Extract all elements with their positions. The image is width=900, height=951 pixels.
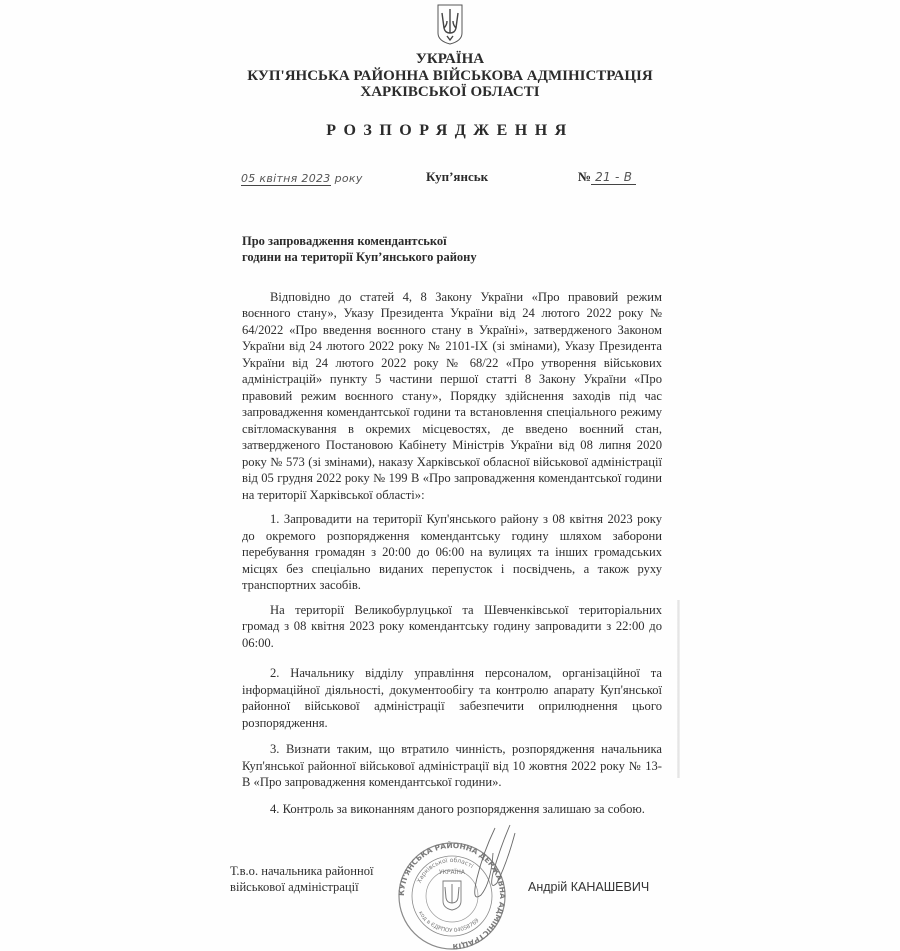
preamble-text: Відповідно до статей 4, 8 Закону України «Про правовий режим воєнного стану», Указу Президента України від 24 лютого 2022 року № 64/2022 «Про введення воєнного стану в Україні», затвердженого Законом України від 24 лютого 2022 року № 2101-IX (зі змінами), Указу Президента України від 24 лютого 2022 року № 68/22 «Про утворення військових адміністрацій» пункту 5 частини першої статті 8 Закону України «Про правовий режим воєнного стану», Порядку здійснення заходів під час запровадження комендантської години та встановлення спеціального режиму світломаскування в окремих місцевостях, де введено воєнний стан, затвердженого Постановою Кабінету Міністрів України від 08 липня 2020 року № 573 (зі змінами), наказу Харківської обласної військової адміністрації від 05 грудня 2022 року № 199 В «Про запровадження комендантської години на території Харківської області»: (242, 289, 662, 502)
subject-line-2: години на території Куп’янського району (242, 249, 477, 264)
document-body (242, 289, 662, 818)
date-suffix: року (334, 171, 363, 185)
meta-row (0, 169, 900, 189)
item-4-text: 4. Контроль за виконанням даного розпорядження залишаю за собою. (270, 801, 645, 816)
item-1-extra-paragraph (242, 602, 662, 652)
signatory-name: Андрій КАНАШЕВИЧ (528, 880, 650, 894)
stamp-code-text: код в ЄДРПОУ 04058769 (417, 910, 481, 935)
signatory-position-line-2: військової адміністрації (230, 880, 359, 894)
item-3-text: 3. Визнати таким, що втратило чинність, розпорядження начальника Куп'янської районної військової адміністрації від 10 жовтня 2022 року № 13-В «Про запровадження комендантської години». (242, 742, 662, 789)
item-1-extra-text: На території Великобурлуцької та Шевченківської територіальних громад з 08 квітня 2023 року комендантську годину запровадити з 22:00 до 06:00. (242, 602, 662, 650)
stamp-inner-text: Харківської області (415, 856, 475, 885)
item-2-text: 2. Начальнику відділу управління персоналом, організаційної та інформаційної діяльності, документообігу та контролю апарату Куп'янської районної військової адміністрації забезпечити оприлюднення цього розпорядження. (242, 666, 662, 730)
header-country: УКРАЇНА (415, 51, 485, 67)
item-1-paragraph (242, 511, 662, 594)
coat-of-arms-icon (436, 3, 464, 45)
document-subject (242, 233, 900, 265)
number-prefix: № (578, 168, 592, 184)
scan-shadow-divider (677, 600, 680, 778)
item-3-paragraph (242, 741, 662, 791)
preamble-paragraph (242, 289, 662, 504)
document-type-title: РОЗПОРЯДЖЕННЯ (326, 121, 574, 139)
stamp-bottom-text: УКРАЇНА (438, 869, 466, 876)
signatory-position-line-1: Т.в.о. начальника районної (230, 864, 374, 878)
subject-line-1: Про запровадження комендантської (242, 233, 447, 248)
item-4-paragraph (242, 801, 662, 818)
item-2-paragraph (242, 665, 662, 731)
document-date (241, 169, 363, 187)
stamp-outer-text: КУП'ЯНСЬКА РАЙОННА ДЕРЖАВНА АДМІНІСТРАЦІЯ (396, 841, 508, 951)
handwritten-signature (455, 823, 525, 933)
signature-row (0, 841, 900, 951)
header-block (0, 51, 900, 101)
header-region: ХАРКІВСЬКОЇ ОБЛАСТІ (360, 84, 540, 100)
item-1-text: 1. Запровадити на території Куп'янського району з 08 квітня 2023 року до окремого розпорядження комендантську годину шляхом заборони перебування громадян з 20:00 до 06:00 на вулицях та інших громадських місцях без спеціально виданих перепусток і посвідчень, а також руху транспортних засобів. (242, 512, 662, 592)
number-handwritten: 21 - В (591, 170, 636, 185)
header-organization: КУП'ЯНСЬКА РАЙОННА ВІЙСЬКОВА АДМІНІСТРАЦІЯ (247, 67, 653, 84)
coat-of-arms-wrapper (0, 0, 900, 47)
document-city: Куп’янськ (426, 168, 489, 184)
signatory-position (230, 863, 374, 895)
document-number (578, 169, 636, 185)
date-handwritten: 05 квітня 2023 (241, 171, 331, 185)
